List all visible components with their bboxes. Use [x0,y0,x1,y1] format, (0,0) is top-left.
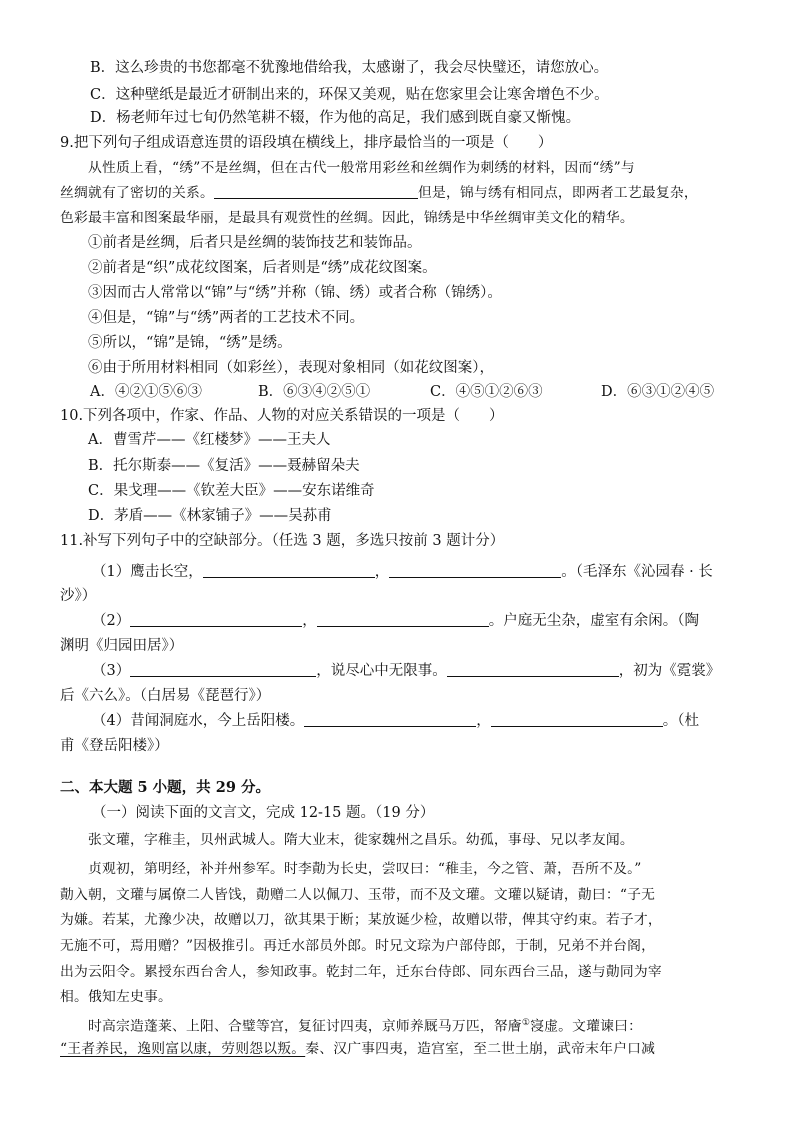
q11-s4-blank-1[interactable] [304,711,476,727]
q9-item-3: ③因而古人常常以“锦”与“绣”并称（锦、绣）或者合称（锦绣）。 [88,285,502,301]
q9-item-2: ②前者是“织”成花纹图案，后者则是“绣”成花纹图案。 [88,260,437,276]
q11-s4-text-b: 。（杜 [662,713,699,729]
q9-option-d[interactable]: D．⑥③①②④⑤ [601,384,715,400]
q9-passage-line-3: 色彩最丰富和图案最华丽，是最具有观赏性的丝绸。因此，锦绣是中华丝绸审美文化的精华。 [60,210,634,226]
classical-text-p3-1a: 时高宗造蓬莱、上阳、合璧等宫，复征讨四夷，京师养厩马万匹，帑廥 [88,1018,522,1035]
q11-s4-text-a: （4）昔闻洞庭水，今上岳阳楼。 [92,713,305,729]
q11-s4-separator: ， [476,713,491,729]
section-2-subtitle: （一）阅读下面的文言文，完成 12-15 题。（19 分） [92,805,435,821]
q11-s3-source-cont: 后《六么》。（白居易《琵琶行》） [60,688,271,704]
q9-answer-blank[interactable] [214,183,418,199]
footnote-marker: ① [521,1018,531,1028]
q8-option-c: C．这种壁纸是最近才研制出来的，环保又美观，贴在您家里会让寒舍增色不少。 [90,87,609,103]
q11-s1-blank-1[interactable] [203,562,375,578]
q11-s1-text-b: 。（毛泽东《沁园春 · 长 [561,564,713,580]
q9-option-b[interactable]: B．⑥③④②⑤① [258,384,371,400]
classical-text-p2-line-6: 相。俄知左史事。 [60,989,172,1005]
q9-passage-2a: 丝绸就有了密切的关系。 [60,185,214,201]
q11-s2-blank-1[interactable] [130,611,302,627]
section-2-title: 二、本大题 5 小题，共 29 分。 [60,779,270,796]
q11-s2-blank-2[interactable] [317,611,489,627]
q8-option-d: D．杨老师年过七旬仍然笔耕不辍，作为他的高足，我们感到既自豪又惭愧。 [90,110,581,126]
q10-stem: 10.下列各项中，作家、作品、人物的对应关系错误的一项是（ ） [60,408,504,424]
q9-item-5: ⑤所以，“锦”是锦，“绣”是绣。 [88,335,292,351]
q11-sentence-4 [92,711,699,731]
q11-s3-text-b: ，说尽心中无限事。 [316,663,447,679]
q10-option-a[interactable]: A．曹雪芹——《红楼梦》——王夫人 [88,432,331,448]
q9-passage-line-1: 从性质上看，“绣”不是丝绸，但在古代一般常用彩丝和丝绸作为刺绣的材料，因而“绣”与 [88,160,635,176]
q9-passage-2b: 但是，锦与绣有相同点，即两者工艺最复杂， [417,185,698,201]
q11-s1-blank-2[interactable] [389,562,561,578]
classical-text-p2-line-3: 为嫌。若某，尤豫少决，故赠以刀，欲其果于断；某放诞少检，故赠以带，俾其守约束。若子才， [60,912,662,928]
q8-option-b: B．这么珍贵的书您都毫不犹豫地借给我，太感谢了，我会尽快璧还，请您放心。 [90,60,609,76]
q9-item-4: ④但是，“锦”与“绣”两者的工艺技术不同。 [88,310,365,326]
q11-sentence-1 [92,562,713,582]
classical-text-p3-line-2 [60,1039,655,1059]
q11-stem: 11.补写下列句子中的空缺部分。（任选 3 题，多选只按前 3 题计分） [60,533,505,549]
q11-s3-text-c: ，初为《霓裳》 [618,663,721,679]
q10-option-d[interactable]: D．茅盾——《林家铺子》——吴荪甫 [88,508,332,524]
classical-text-p3-line-1 [88,1013,642,1037]
classical-text-p2-line-5: 出为云阳令。累授东西台舍人，参知政事。乾封二年，迁东台侍郎、同东西台三品，遂与勣同为宰 [60,964,662,980]
classical-text-p2-line-2: 勣入朝，文瓘与属僚二人皆饯，勣赠二人以佩刀、玉带，而不及文瓘。文瓘以疑请，勣曰：“子无 [60,887,656,903]
classical-text-p3-2-rest: 秦、汉广事四夷，造宫室，至二世土崩，武帝末年户口减 [305,1041,656,1057]
q11-s2-text-b: 。户庭无尘杂，虚室有余闲。（陶 [488,613,699,629]
q9-passage-line-2 [60,183,698,203]
q9-stem: 9.把下列句子组成语意连贯的语段填在横线上，排序最恰当的一项是（ ） [60,135,553,151]
q11-s2-text-a: （2） [92,613,131,629]
classical-text-p2-line-1: 贞观初，第明经，补并州参军。时李勣为长史，尝叹曰：“稚圭，今之管、萧，吾所不及。” [88,861,642,877]
q11-s1-source-cont: 沙》） [60,588,97,604]
q11-s3-blank-1[interactable] [130,661,316,677]
q11-s4-blank-2[interactable] [491,711,663,727]
q10-option-b[interactable]: B．托尔斯泰——《复活》——聂赫留朵夫 [88,458,360,474]
q11-s3-text-a: （3） [92,663,131,679]
q11-s3-blank-2[interactable] [447,661,619,677]
q11-s2-source-cont: 渊明《归园田居》） [60,638,184,654]
q11-s2-separator: ， [302,613,317,629]
q11-s1-separator: ， [374,564,390,580]
classical-text-p2-line-4: 无施不可，焉用赠？”因极推引。再迁水部员外郎。时兄文琮为户部侍郎，于制，兄弟不并台阁， [60,938,656,954]
q9-option-a[interactable]: A．④②①⑤⑥③ [90,384,202,400]
classical-text-p1: 张文瓘，字稚圭，贝州武城人。隋大业末，徙家魏州之昌乐。幼孤，事母、兄以孝友闻。 [88,832,634,848]
q9-item-6: ⑥由于所用材料相同（如彩丝），表现对象相同（如花纹图案）， [88,360,494,376]
q10-option-c[interactable]: C．果戈理——《钦差大臣》——安东诺维奇 [88,483,375,499]
q11-sentence-2 [92,611,699,631]
q11-sentence-3 [92,661,720,681]
q9-option-c[interactable]: C．④⑤①②⑥③ [430,384,543,400]
q9-item-1: ①前者是丝绸，后者只是丝绸的装饰技艺和装饰品。 [88,235,422,251]
q11-s1-text-a: （1）鹰击长空， [92,564,203,580]
classical-text-p3-1b: 寖虚。文瓘谏曰： [530,1018,643,1035]
underlined-sentence: “王者养民，逸则富以康，劳则怨以叛。 [60,1041,306,1057]
q11-s4-source-cont: 甫《登岳阳楼》） [60,738,169,754]
